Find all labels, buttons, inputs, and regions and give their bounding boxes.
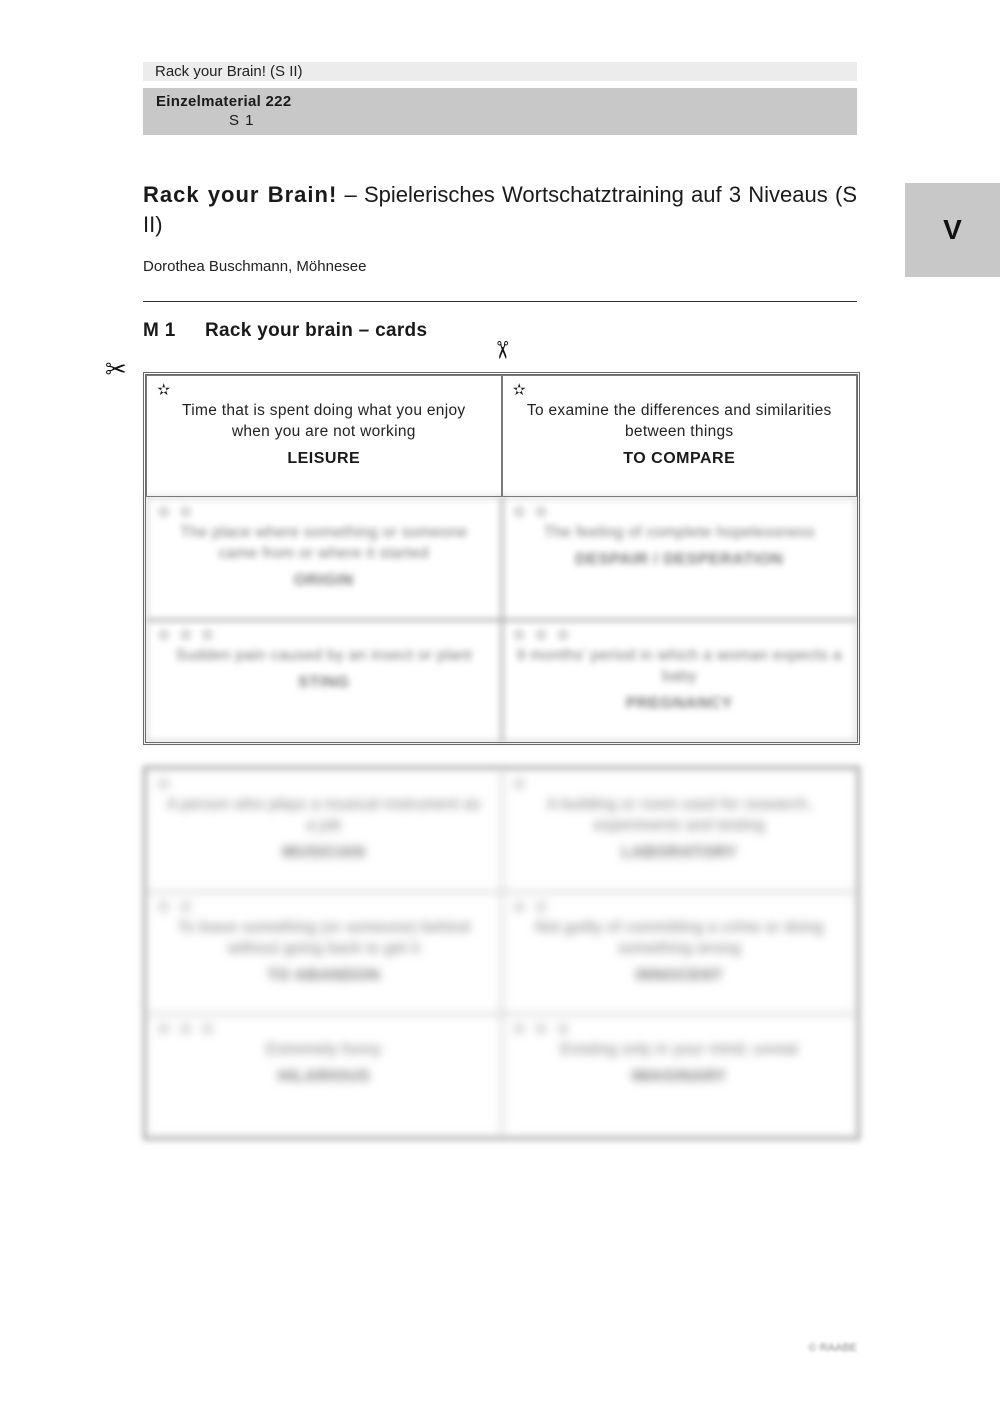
card-answer: HILARIOUS	[277, 1068, 370, 1086]
card-answer: ORIGIN	[293, 572, 354, 590]
card-answer: PREGNANCY	[625, 694, 733, 712]
running-header: Rack your Brain! (S II)	[143, 62, 857, 81]
card-definition: To examine the differences and similarities between things	[526, 402, 832, 440]
section-side-tab: V	[905, 183, 1000, 277]
card-answer: LEISURE	[287, 450, 361, 467]
section-number: M 1	[143, 320, 176, 341]
scissors-icon: ✂	[488, 339, 516, 361]
section-heading	[143, 320, 427, 342]
series-label: Einzelmaterial 222	[156, 93, 292, 110]
vocab-card	[502, 892, 858, 1015]
star-icon: ✫	[512, 776, 528, 793]
card-definition: A building or room used for research, experiments and testing	[546, 796, 812, 834]
card-answer: TO ABANDON	[267, 966, 381, 984]
card-definition: Sudden pain caused by an insect or plant	[175, 646, 472, 664]
title-strong: Rack your Brain!	[143, 182, 338, 207]
card-definition: A person who plays a musical instrument as a job	[166, 796, 481, 834]
star-icon: ✫ ✫ ✫	[157, 1021, 217, 1039]
title-rest: – Spielerisches Wortschatztraining auf 3 Niveaus (S II)	[143, 182, 857, 237]
star-icon: ✫ ✫	[157, 898, 195, 916]
scissors-icon: ✂	[105, 354, 127, 384]
card-sheet-2	[143, 766, 860, 1140]
vocab-card	[146, 892, 502, 1015]
card-answer: IMAGINARY	[631, 1068, 727, 1086]
card-definition: 9 months' period in which a woman expects a baby	[516, 646, 842, 685]
vocab-card	[502, 497, 858, 619]
divider	[143, 301, 857, 302]
vocab-card	[146, 769, 502, 892]
card-answer: INNOCENT	[635, 966, 724, 984]
star-icon: ✫ ✫ ✫	[157, 626, 217, 644]
vocab-card	[502, 620, 858, 742]
document-title	[143, 180, 857, 240]
vocab-card	[146, 375, 502, 497]
vocab-card	[146, 497, 502, 619]
card-answer: LABORATORY	[621, 844, 738, 861]
vocab-card	[502, 375, 858, 497]
star-icon: ✫ ✫ ✫	[512, 1021, 572, 1039]
section-label: Rack your brain – cards	[205, 320, 428, 341]
author-line: Dorothea Buschmann, Möhnesee	[143, 258, 367, 275]
card-definition: Not guilty of committing a crime or doing something wrong	[534, 918, 824, 957]
card-definition: Extremely funny	[265, 1041, 382, 1059]
star-icon: ✫	[512, 382, 528, 399]
vocab-card	[502, 1014, 858, 1137]
card-sheet-1	[143, 372, 860, 745]
card-answer: DESPAIR / DESPERATION	[575, 551, 784, 569]
vocab-card	[146, 1014, 502, 1137]
star-icon: ✫ ✫ ✫	[512, 626, 572, 644]
card-definition: The place where something or someone came from or where it started	[180, 524, 468, 563]
card-definition: The feeling of complete hopelessness	[543, 524, 815, 542]
series-header	[143, 88, 857, 135]
page-number: S 1	[229, 112, 255, 129]
publisher-footer: © RAABE	[808, 1342, 857, 1354]
card-definition: To leave something (or someone) behind without going back to get it	[177, 918, 470, 957]
star-icon: ✫ ✫	[512, 898, 550, 916]
star-icon: ✫ ✫	[157, 504, 195, 522]
card-definition: Existing only in your mind; unreal	[560, 1041, 799, 1059]
vocab-card	[146, 620, 502, 742]
card-answer: MUSICIAN	[282, 844, 366, 861]
vocab-card	[502, 769, 858, 892]
star-icon: ✫	[157, 382, 173, 399]
card-definition: Time that is spent doing what you enjoy when you are not working	[182, 402, 466, 440]
star-icon: ✫	[157, 776, 173, 793]
card-answer: TO COMPARE	[623, 450, 736, 467]
star-icon: ✫ ✫	[512, 504, 550, 522]
card-answer: STING	[298, 673, 350, 691]
